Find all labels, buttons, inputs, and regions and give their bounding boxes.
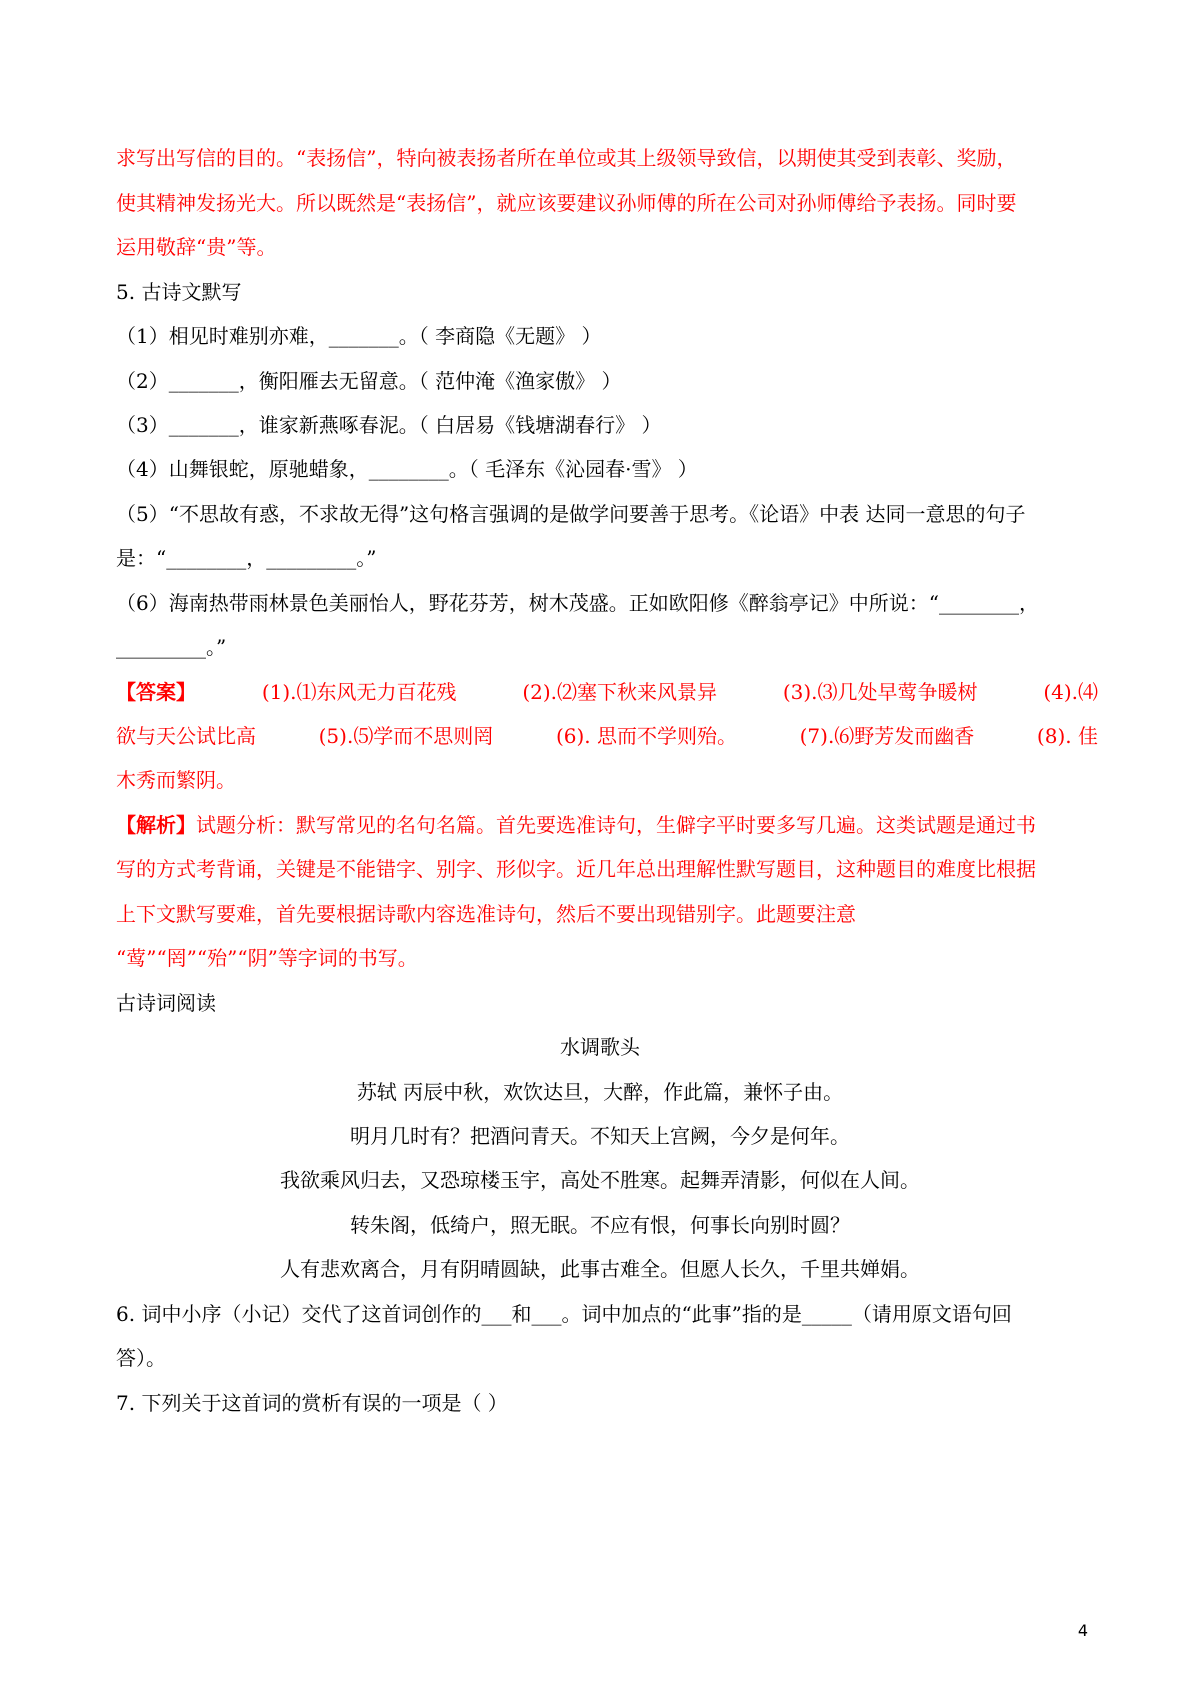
- analysis-text: 试题分析：默写常见的名句名篇。首先要选准诗句，生僻字平时要多写几遍。这类试题是通过书: [196, 813, 1036, 837]
- section-heading: 古诗词阅读: [116, 991, 216, 1015]
- answer-row: [116, 678, 1098, 706]
- question-6-line: 答）。: [116, 1346, 166, 1370]
- question-6-line: 6. 词中小序（小记）交代了这首词创作的___和___。词中加点的“此事”指的是_____（请用原文语句回: [116, 1302, 1012, 1326]
- question-item: （5）“不思故有惑，不求故无得”这句格言强调的是做学问要善于思考。《论语》中表 达同一意思的句子: [116, 502, 1026, 526]
- answer-item: (8). 佳: [1036, 724, 1098, 748]
- question-item: 是：“________，_________。”: [116, 546, 377, 570]
- answer-item: (2).⑵塞下秋来风景异: [522, 680, 717, 704]
- analysis-line: [116, 811, 1098, 839]
- poem-line: 明月几时有？把酒问青天。不知天上宫阙，今夕是何年。: [350, 1124, 850, 1148]
- question-item: （6）海南热带雨林景色美丽怡人，野花芬芳，树木茂盛。正如欧阳修《醉翁亭记》中所说：“________，: [116, 591, 1039, 615]
- answer-item: (3).⑶几处早莺争暖树: [782, 680, 978, 704]
- answer-item: 欲与天公试比高: [116, 724, 256, 748]
- question-item: （1）相见时难别亦难，_______。（ 李商隐《无题》 ）: [116, 324, 602, 348]
- answer-row: [116, 722, 1098, 750]
- question-item: （3）_______，谁家新燕啄春泥。（ 白居易《钱塘湖春行》 ）: [116, 413, 662, 437]
- poem-line: 人有悲欢离合，月有阴晴圆缺，此事古难全。但愿人长久，千里共婵娟。: [280, 1257, 920, 1281]
- explanation-line: 使其精神发扬光大。所以既然是“表扬信”，就应该要建议孙师傅的所在公司对孙师傅给予表扬。同时要: [116, 191, 1017, 215]
- question-item: _________。”: [116, 635, 227, 659]
- poem-line: 转朱阁，低绮户，照无眠。不应有恨，何事长向别时圆？: [350, 1213, 850, 1237]
- question-item: （4）山舞银蛇，原驰蜡象，________。（ 毛泽东《沁园春·雪》 ）: [116, 457, 698, 481]
- question-7: 7. 下列关于这首词的赏析有误的一项是（ ）: [116, 1391, 508, 1415]
- poem-preface: 苏轼 丙辰中秋，欢饮达旦，大醉，作此篇，兼怀子由。: [356, 1080, 844, 1104]
- answer-item: (7).⑹野芳发而幽香: [799, 724, 975, 748]
- question-item: （2）_______，衡阳雁去无留意。（ 范仲淹《渔家傲》 ）: [116, 369, 622, 393]
- answer-item: (1).⑴东风无力百花残: [261, 680, 457, 704]
- explanation-line: 求写出写信的目的。“表扬信”，特向被表扬者所在单位或其上级领导致信，以期使其受到表彰、奖励，: [116, 146, 1017, 170]
- answer-item: (5).⑸学而不思则罔: [318, 724, 494, 748]
- analysis-line: “莺”“罔”“殆”“阴”等字词的书写。: [116, 946, 418, 970]
- answer-label: 【答案】: [116, 680, 196, 704]
- question-5-title: 5. 古诗文默写: [116, 280, 242, 304]
- analysis-label: 【解析】: [116, 813, 196, 837]
- answer-item: (4).⑷: [1043, 680, 1098, 704]
- poem-title: 水调歌头: [560, 1035, 640, 1059]
- answer-item: (6). 思而不学则殆。: [555, 724, 737, 748]
- analysis-line: 写的方式考背诵，关键是不能错字、别字、形似字。近几年总出理解性默写题目，这种题目的难度比根据: [116, 857, 1036, 881]
- poem-line: 我欲乘风归去，又恐琼楼玉宇，高处不胜寒。起舞弄清影，何似在人间。: [280, 1168, 920, 1192]
- answer-row: 木秀而繁阴。: [116, 768, 236, 792]
- page-number: 4: [1077, 1621, 1088, 1640]
- analysis-line: 上下文默写要难，首先要根据诗歌内容选准诗句，然后不要出现错别字。此题要注意: [116, 902, 856, 926]
- explanation-line: 运用敬辞“贵”等。: [116, 235, 277, 259]
